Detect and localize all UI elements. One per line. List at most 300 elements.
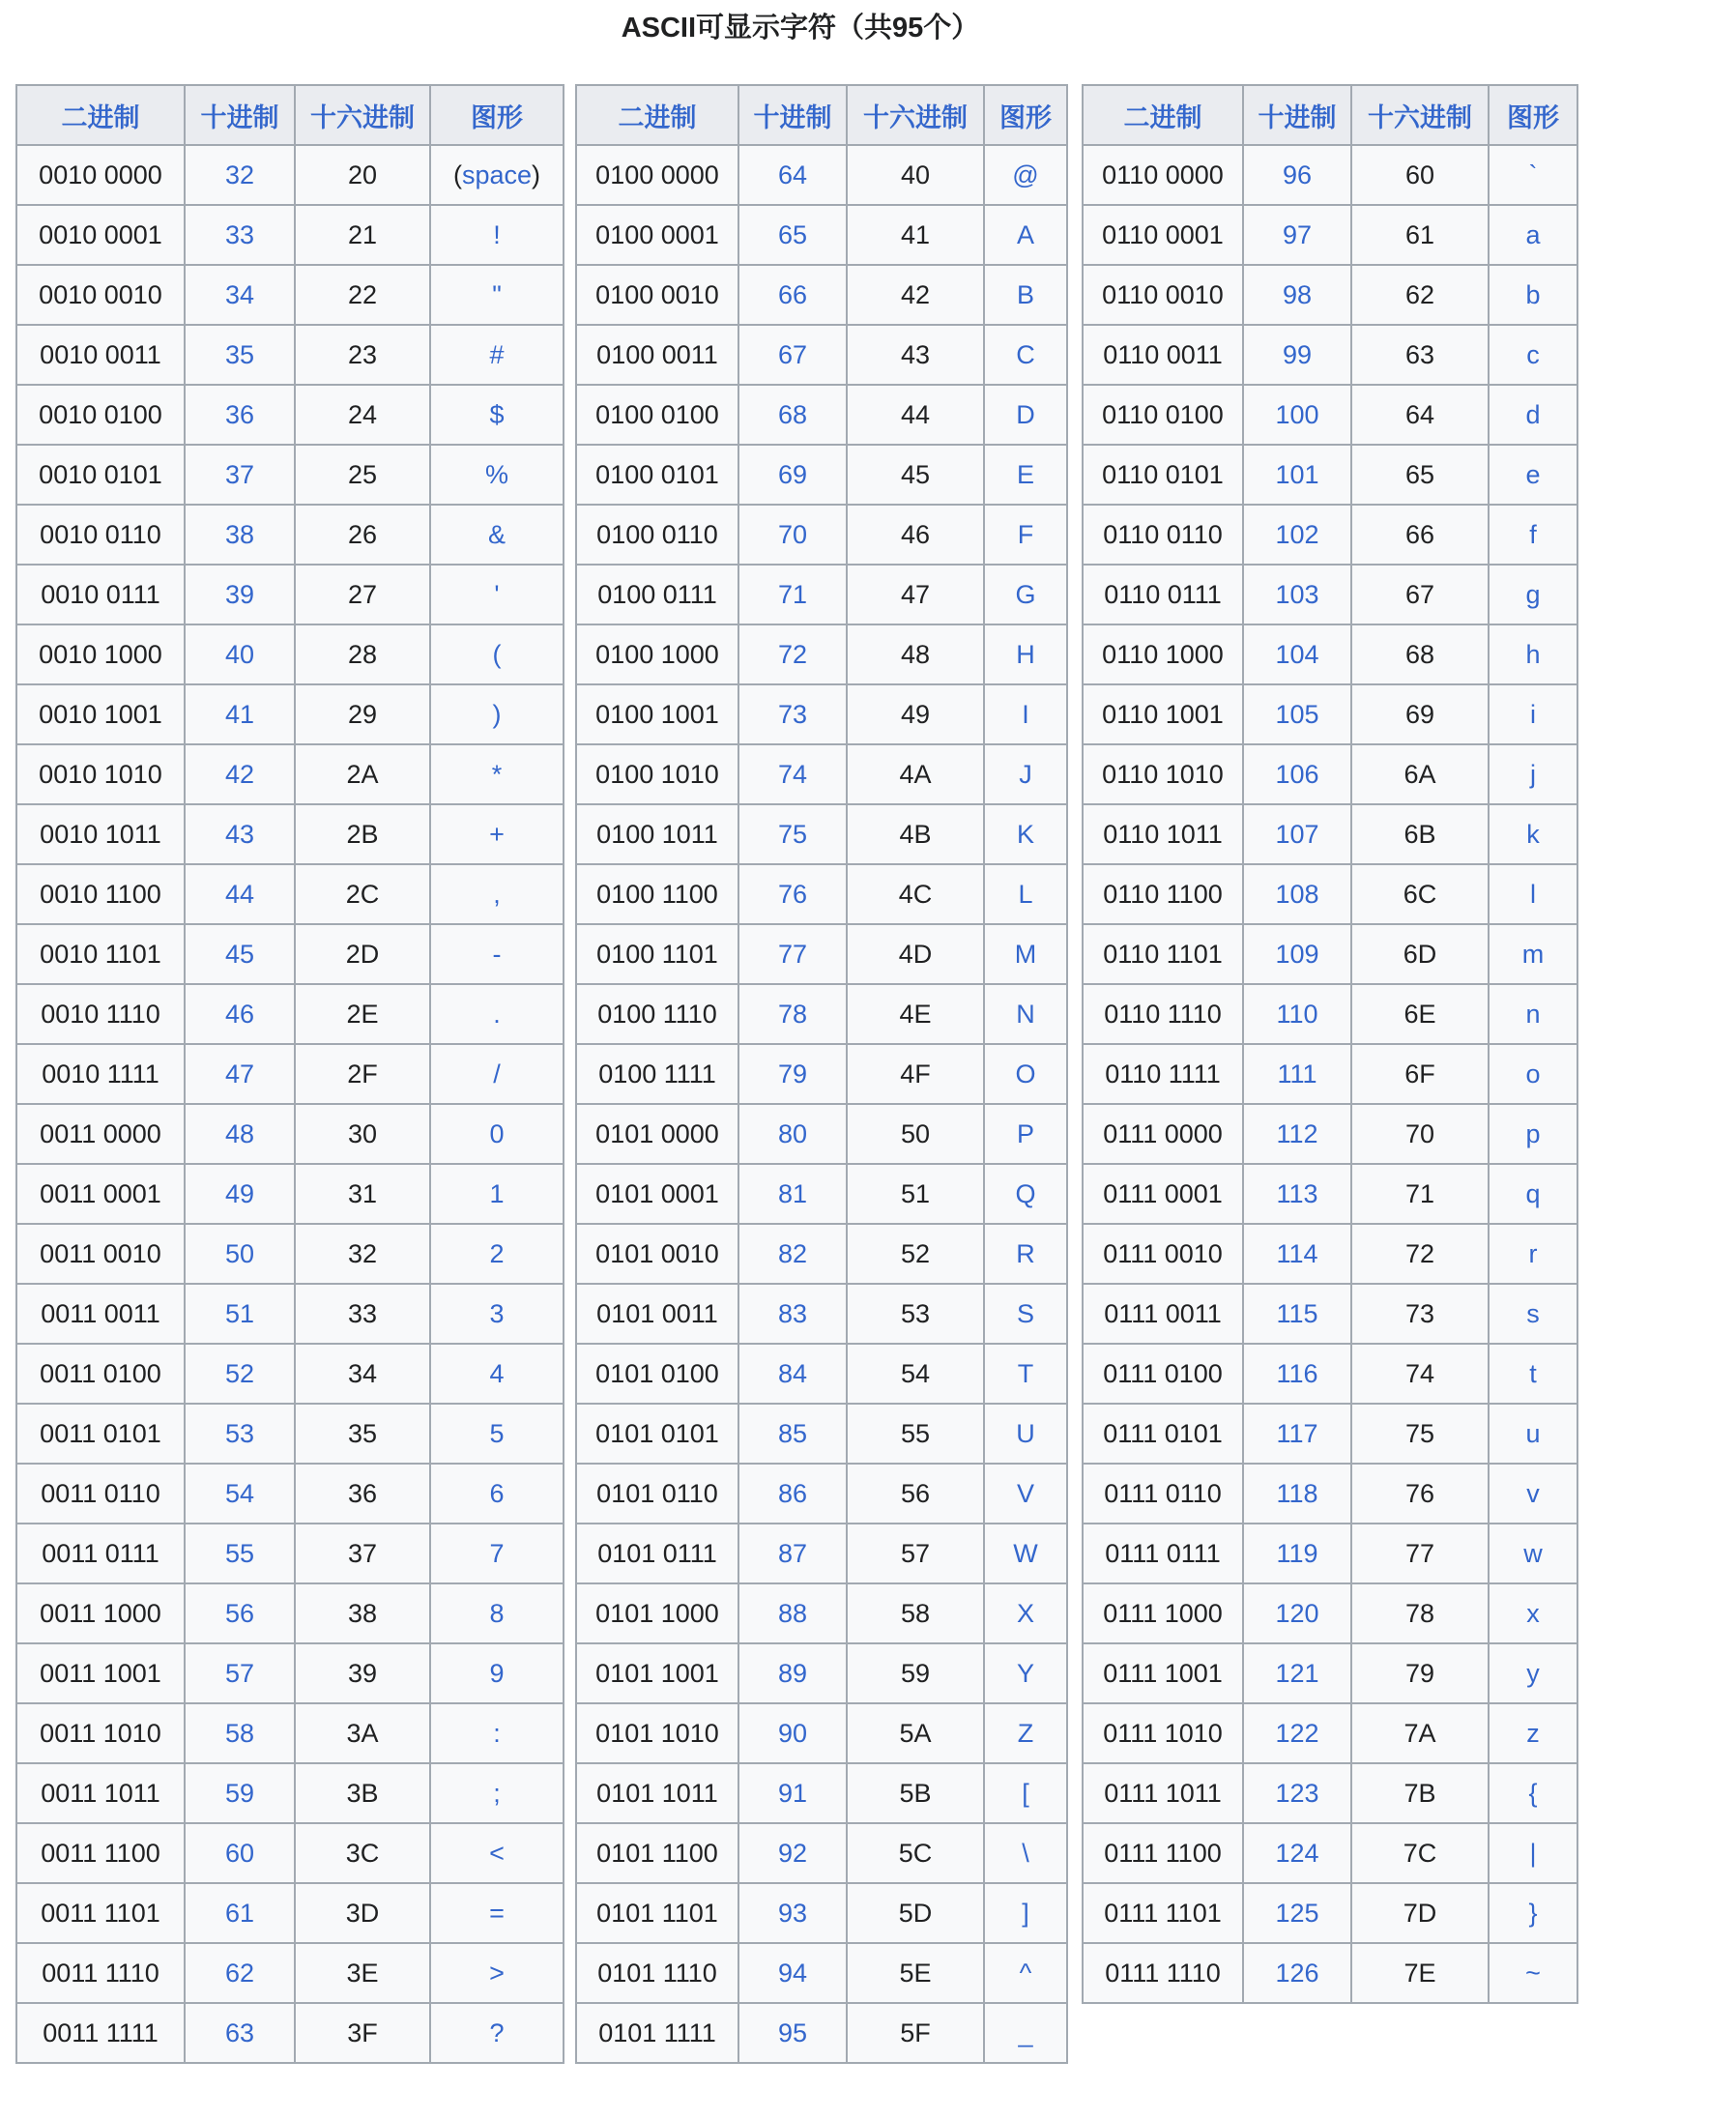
decimal-cell	[738, 984, 847, 1044]
char-link[interactable]: N	[1016, 999, 1035, 1029]
char-cell	[984, 1583, 1067, 1643]
char-link[interactable]: 8	[489, 1598, 505, 1628]
decimal-link[interactable]: 42	[224, 759, 255, 789]
hex-cell: 67	[1351, 565, 1489, 624]
char-link[interactable]: V	[1016, 1478, 1034, 1508]
decimal-link[interactable]: 118	[1276, 1478, 1318, 1508]
char-link[interactable]: f	[1529, 519, 1537, 549]
ascii-row	[576, 924, 1067, 984]
binary-cell: 0110 1110	[1083, 984, 1243, 1044]
char-link[interactable]: 7	[489, 1538, 505, 1568]
hex-cell: 3D	[295, 1883, 430, 1943]
decimal-link[interactable]: 78	[777, 999, 808, 1029]
char-link[interactable]: F	[1017, 519, 1034, 549]
char-link[interactable]: M	[1014, 939, 1037, 969]
decimal-link[interactable]: 86	[777, 1478, 808, 1508]
char-cell	[1489, 205, 1577, 265]
char-link[interactable]: ~	[1525, 1958, 1541, 1988]
decimal-link[interactable]: 76	[777, 879, 808, 909]
ascii-row	[1083, 1284, 1577, 1344]
char-link[interactable]: a	[1525, 219, 1541, 249]
char-cell	[984, 1464, 1067, 1524]
hex-cell: 3E	[295, 1943, 430, 2003]
decimal-link[interactable]: 109	[1275, 939, 1319, 969]
decimal-link[interactable]: 112	[1276, 1118, 1318, 1148]
decimal-link[interactable]: 124	[1275, 1838, 1319, 1868]
decimal-link[interactable]: 56	[224, 1598, 255, 1628]
char-link[interactable]: ,	[493, 879, 501, 909]
char-link[interactable]: g	[1525, 579, 1541, 609]
char-link[interactable]: Y	[1016, 1658, 1034, 1688]
ascii-row	[1083, 1943, 1577, 2003]
char-link[interactable]: k	[1526, 819, 1540, 849]
char-link[interactable]: -	[492, 939, 502, 969]
decimal-link[interactable]: 91	[777, 1778, 808, 1808]
header-row	[16, 85, 564, 145]
decimal-link[interactable]: 93	[777, 1898, 808, 1928]
decimal-link[interactable]: 38	[224, 519, 255, 549]
decimal-link[interactable]: 32	[224, 160, 255, 189]
decimal-link[interactable]: 68	[777, 399, 808, 429]
decimal-link[interactable]: 63	[224, 2017, 255, 2047]
char-link[interactable]: d	[1525, 399, 1541, 429]
decimal-link[interactable]: 61	[224, 1898, 255, 1928]
char-link[interactable]: ^	[1019, 1958, 1032, 1988]
decimal-link[interactable]: 82	[777, 1238, 808, 1268]
decimal-link[interactable]: 119	[1276, 1538, 1318, 1568]
decimal-link[interactable]: 71	[777, 579, 808, 609]
decimal-link[interactable]: 96	[1282, 160, 1313, 189]
decimal-cell	[185, 145, 295, 205]
decimal-link[interactable]: 115	[1276, 1298, 1318, 1328]
char-link[interactable]: A	[1016, 219, 1034, 249]
decimal-link[interactable]: 117	[1276, 1418, 1318, 1448]
char-link[interactable]: %	[484, 459, 508, 489]
ascii-row	[576, 1404, 1067, 1464]
char-link[interactable]: _	[1018, 2017, 1033, 2047]
char-link[interactable]: O	[1015, 1059, 1036, 1089]
decimal-link[interactable]: 41	[224, 699, 255, 729]
char-link[interactable]: $	[489, 399, 505, 429]
char-cell	[1489, 445, 1577, 505]
char-link[interactable]: :	[493, 1718, 501, 1748]
decimal-link[interactable]: 106	[1275, 759, 1319, 789]
decimal-link[interactable]: 59	[224, 1778, 255, 1808]
binary-cell: 0101 0010	[576, 1224, 738, 1284]
decimal-link[interactable]: 60	[224, 1838, 255, 1868]
ascii-row	[1083, 1583, 1577, 1643]
hex-cell: 59	[847, 1643, 984, 1703]
decimal-cell	[185, 2003, 295, 2063]
decimal-link[interactable]: 34	[224, 279, 255, 309]
char-link[interactable]: J	[1019, 759, 1032, 789]
char-link[interactable]: B	[1016, 279, 1034, 309]
decimal-link[interactable]: 70	[777, 519, 808, 549]
char-cell	[984, 265, 1067, 325]
char-link[interactable]: >	[489, 1958, 505, 1988]
char-link[interactable]: ]	[1022, 1898, 1029, 1928]
decimal-cell	[738, 1524, 847, 1583]
header-link-glyph[interactable]: 图形	[471, 102, 523, 132]
char-link[interactable]: u	[1525, 1418, 1541, 1448]
header-link-glyph[interactable]: 图形	[999, 102, 1052, 132]
hex-cell: 54	[847, 1344, 984, 1404]
char-link[interactable]: !	[493, 219, 501, 249]
char-link[interactable]: x	[1526, 1598, 1540, 1628]
ascii-row	[576, 1164, 1067, 1224]
header-link-hex[interactable]: 十六进制	[863, 102, 968, 132]
char-link[interactable]: E	[1016, 459, 1034, 489]
char-link[interactable]: b	[1525, 279, 1541, 309]
decimal-link[interactable]: 39	[224, 579, 255, 609]
binary-cell: 0111 1010	[1083, 1703, 1243, 1763]
char-link[interactable]: &	[487, 519, 506, 549]
char-link[interactable]: w	[1523, 1538, 1543, 1568]
char-link[interactable]: l	[1530, 879, 1536, 909]
char-link[interactable]: [	[1022, 1778, 1029, 1808]
header-link-decimal[interactable]: 十进制	[200, 102, 279, 132]
decimal-cell	[1243, 1883, 1351, 1943]
char-link[interactable]: c	[1526, 339, 1540, 369]
char-link[interactable]: space	[461, 160, 533, 189]
ascii-row	[16, 1703, 564, 1763]
char-link[interactable]: v	[1526, 1478, 1540, 1508]
binary-cell: 0010 1001	[16, 684, 185, 744]
char-link[interactable]: Q	[1015, 1178, 1036, 1208]
hex-cell: 55	[847, 1404, 984, 1464]
decimal-link[interactable]: 53	[224, 1418, 255, 1448]
hex-cell: 2B	[295, 804, 430, 864]
hex-cell: 44	[847, 385, 984, 445]
decimal-link[interactable]: 126	[1275, 1958, 1319, 1988]
char-cell	[430, 1404, 564, 1464]
char-link[interactable]: L	[1018, 879, 1033, 909]
char-link[interactable]: 1	[489, 1178, 505, 1208]
hex-cell: 75	[1351, 1404, 1489, 1464]
char-link[interactable]: }	[1528, 1898, 1538, 1928]
decimal-link[interactable]: 88	[777, 1598, 808, 1628]
header-link-binary[interactable]: 二进制	[1123, 102, 1202, 132]
decimal-link[interactable]: 80	[777, 1118, 808, 1148]
decimal-link[interactable]: 73	[777, 699, 808, 729]
decimal-cell	[185, 445, 295, 505]
decimal-link[interactable]: 51	[224, 1298, 255, 1328]
char-link[interactable]: #	[489, 339, 505, 369]
decimal-link[interactable]: 72	[777, 639, 808, 669]
ascii-row	[576, 1344, 1067, 1404]
ascii-row	[576, 1823, 1067, 1883]
binary-cell: 0101 1010	[576, 1703, 738, 1763]
ascii-row	[16, 505, 564, 565]
decimal-link[interactable]: 52	[224, 1358, 255, 1388]
char-link[interactable]: K	[1016, 819, 1034, 849]
decimal-link[interactable]: 104	[1275, 639, 1319, 669]
decimal-link[interactable]: 79	[777, 1059, 808, 1089]
char-link[interactable]: (	[492, 639, 502, 669]
char-cell	[1489, 1943, 1577, 2003]
decimal-link[interactable]: 122	[1275, 1718, 1319, 1748]
binary-cell: 0110 1011	[1083, 804, 1243, 864]
char-link[interactable]: m	[1521, 939, 1545, 969]
decimal-link[interactable]: 110	[1276, 999, 1318, 1029]
ascii-row	[1083, 1763, 1577, 1823]
column-header-decimal	[1243, 85, 1351, 145]
char-link[interactable]: h	[1525, 639, 1541, 669]
decimal-link[interactable]: 44	[224, 879, 255, 909]
char-link[interactable]: n	[1525, 999, 1541, 1029]
char-link[interactable]: 3	[489, 1298, 505, 1328]
hex-cell: 76	[1351, 1464, 1489, 1524]
decimal-link[interactable]: 36	[224, 399, 255, 429]
decimal-link[interactable]: 37	[224, 459, 255, 489]
char-link[interactable]: H	[1016, 639, 1035, 669]
char-link[interactable]: 9	[489, 1658, 505, 1688]
decimal-link[interactable]: 87	[777, 1538, 808, 1568]
char-link[interactable]: *	[491, 759, 503, 789]
decimal-link[interactable]: 111	[1277, 1059, 1317, 1089]
char-link[interactable]: X	[1016, 1598, 1034, 1628]
char-link[interactable]: 0	[489, 1118, 505, 1148]
char-link[interactable]: T	[1017, 1358, 1034, 1388]
char-link[interactable]: <	[489, 1838, 505, 1868]
char-cell	[984, 1104, 1067, 1164]
decimal-link[interactable]: 97	[1282, 219, 1313, 249]
decimal-link[interactable]: 58	[224, 1718, 255, 1748]
header-link-decimal[interactable]: 十进制	[1258, 102, 1337, 132]
decimal-cell	[1243, 1763, 1351, 1823]
hex-cell: 2C	[295, 864, 430, 924]
decimal-link[interactable]: 48	[224, 1118, 255, 1148]
decimal-link[interactable]: 47	[224, 1059, 255, 1089]
decimal-cell	[738, 1164, 847, 1224]
binary-cell: 0111 0001	[1083, 1164, 1243, 1224]
hex-cell: 45	[847, 445, 984, 505]
hex-cell: 66	[1351, 505, 1489, 565]
decimal-link[interactable]: 89	[777, 1658, 808, 1688]
char-cell	[430, 984, 564, 1044]
binary-cell: 0101 1000	[576, 1583, 738, 1643]
decimal-link[interactable]: 40	[224, 639, 255, 669]
ascii-row	[16, 1464, 564, 1524]
header-link-binary[interactable]: 二进制	[618, 102, 697, 132]
hex-cell: 51	[847, 1164, 984, 1224]
decimal-link[interactable]: 121	[1275, 1658, 1319, 1688]
char-link[interactable]: s	[1526, 1298, 1540, 1328]
header-link-binary[interactable]: 二进制	[61, 102, 140, 132]
header-link-hex[interactable]: 十六进制	[1368, 102, 1472, 132]
char-link[interactable]: "	[492, 279, 502, 309]
decimal-link[interactable]: 98	[1282, 279, 1313, 309]
char-link[interactable]: G	[1015, 579, 1036, 609]
char-link[interactable]: Z	[1017, 1718, 1034, 1748]
char-cell	[430, 1583, 564, 1643]
char-link[interactable]: U	[1016, 1418, 1035, 1448]
char-link[interactable]: .	[493, 999, 501, 1029]
header-link-decimal[interactable]: 十进制	[753, 102, 832, 132]
decimal-link[interactable]: 75	[777, 819, 808, 849]
decimal-cell	[1243, 1643, 1351, 1703]
decimal-cell	[1243, 1404, 1351, 1464]
char-link[interactable]: z	[1526, 1718, 1540, 1748]
char-cell	[430, 145, 564, 205]
decimal-link[interactable]: 65	[777, 219, 808, 249]
char-cell	[1489, 1164, 1577, 1224]
char-link[interactable]: {	[1528, 1778, 1538, 1808]
char-link[interactable]: +	[489, 819, 505, 849]
decimal-link[interactable]: 94	[777, 1958, 808, 1988]
char-cell	[1489, 1104, 1577, 1164]
char-link[interactable]: 4	[489, 1358, 505, 1388]
decimal-link[interactable]: 125	[1275, 1898, 1319, 1928]
char-link[interactable]: I	[1022, 699, 1029, 729]
char-link[interactable]: D	[1016, 399, 1035, 429]
char-link[interactable]: P	[1016, 1118, 1034, 1148]
char-cell	[984, 1703, 1067, 1763]
header-link-glyph[interactable]: 图形	[1507, 102, 1559, 132]
char-link[interactable]: R	[1016, 1238, 1035, 1268]
header-link-hex[interactable]: 十六进制	[310, 102, 415, 132]
hex-cell: 41	[847, 205, 984, 265]
decimal-cell	[738, 1583, 847, 1643]
decimal-link[interactable]: 85	[777, 1418, 808, 1448]
hex-cell: 39	[295, 1643, 430, 1703]
char-link[interactable]: 2	[489, 1238, 505, 1268]
char-link[interactable]: t	[1529, 1358, 1537, 1388]
hex-cell: 61	[1351, 205, 1489, 265]
char-link[interactable]: 5	[489, 1418, 505, 1448]
decimal-cell	[185, 1104, 295, 1164]
decimal-link[interactable]: 62	[224, 1958, 255, 1988]
binary-cell: 0110 1010	[1083, 744, 1243, 804]
char-link[interactable]: ?	[489, 2017, 505, 2047]
decimal-link[interactable]: 46	[224, 999, 255, 1029]
ascii-row	[16, 804, 564, 864]
decimal-link[interactable]: 101	[1275, 459, 1319, 489]
char-link[interactable]: =	[489, 1898, 505, 1928]
char-link[interactable]: |	[1529, 1838, 1537, 1868]
char-link[interactable]: ;	[493, 1778, 501, 1808]
decimal-link[interactable]: 108	[1275, 879, 1319, 909]
char-cell	[1489, 1044, 1577, 1104]
decimal-link[interactable]: 116	[1276, 1358, 1318, 1388]
binary-cell: 0101 1011	[576, 1763, 738, 1823]
decimal-link[interactable]: 35	[224, 339, 255, 369]
binary-cell: 0101 0100	[576, 1344, 738, 1404]
decimal-link[interactable]: 123	[1275, 1778, 1319, 1808]
decimal-link[interactable]: 50	[224, 1238, 255, 1268]
hex-cell: 37	[295, 1524, 430, 1583]
column-header-binary	[576, 85, 738, 145]
char-cell	[984, 1164, 1067, 1224]
decimal-link[interactable]: 113	[1276, 1178, 1318, 1208]
decimal-cell	[738, 1823, 847, 1883]
char-link[interactable]: j	[1530, 759, 1536, 789]
decimal-cell	[1243, 145, 1351, 205]
decimal-link[interactable]: 57	[224, 1658, 255, 1688]
char-cell	[1489, 265, 1577, 325]
hex-cell: 5A	[847, 1703, 984, 1763]
decimal-link[interactable]: 49	[224, 1178, 255, 1208]
decimal-link[interactable]: 100	[1275, 399, 1319, 429]
decimal-link[interactable]: 77	[777, 939, 808, 969]
decimal-link[interactable]: 83	[777, 1298, 808, 1328]
decimal-cell	[1243, 265, 1351, 325]
decimal-link[interactable]: 45	[224, 939, 255, 969]
char-link[interactable]: i	[1530, 699, 1536, 729]
decimal-link[interactable]: 66	[777, 279, 808, 309]
hex-cell: 46	[847, 505, 984, 565]
binary-cell: 0010 0010	[16, 265, 185, 325]
ascii-row	[1083, 1044, 1577, 1104]
decimal-cell	[185, 744, 295, 804]
char-link[interactable]: r	[1528, 1238, 1538, 1268]
decimal-link[interactable]: 99	[1282, 339, 1313, 369]
hex-cell: 30	[295, 1104, 430, 1164]
decimal-link[interactable]: 107	[1275, 819, 1319, 849]
char-link[interactable]: W	[1013, 1538, 1038, 1568]
hex-cell: 50	[847, 1104, 984, 1164]
decimal-link[interactable]: 43	[224, 819, 255, 849]
decimal-cell	[1243, 1224, 1351, 1284]
decimal-link[interactable]: 114	[1276, 1238, 1318, 1268]
decimal-cell	[185, 1823, 295, 1883]
decimal-link[interactable]: 84	[777, 1358, 808, 1388]
char-link[interactable]: S	[1016, 1298, 1034, 1328]
decimal-link[interactable]: 55	[224, 1538, 255, 1568]
decimal-link[interactable]: 69	[777, 459, 808, 489]
decimal-link[interactable]: 90	[777, 1718, 808, 1748]
char-link[interactable]: 6	[489, 1478, 505, 1508]
ascii-table-32-63	[15, 84, 564, 2064]
decimal-link[interactable]: 67	[777, 339, 808, 369]
ascii-row	[576, 1104, 1067, 1164]
hex-cell: 3A	[295, 1703, 430, 1763]
ascii-row	[1083, 684, 1577, 744]
decimal-cell	[738, 1224, 847, 1284]
decimal-link[interactable]: 103	[1275, 579, 1319, 609]
decimal-link[interactable]: 95	[777, 2017, 808, 2047]
binary-cell: 0101 1001	[576, 1643, 738, 1703]
char-link[interactable]: y	[1526, 1658, 1540, 1688]
hex-cell: 65	[1351, 445, 1489, 505]
decimal-link[interactable]: 64	[777, 160, 808, 189]
char-link[interactable]: @	[1012, 160, 1039, 189]
char-link[interactable]: )	[492, 699, 502, 729]
decimal-link[interactable]: 81	[777, 1178, 808, 1208]
char-link[interactable]: \	[1022, 1838, 1029, 1868]
char-link[interactable]: `	[1528, 160, 1538, 189]
char-link[interactable]: q	[1525, 1178, 1541, 1208]
binary-cell: 0111 1101	[1083, 1883, 1243, 1943]
char-cell	[430, 804, 564, 864]
char-link[interactable]: '	[494, 579, 500, 609]
decimal-link[interactable]: 54	[224, 1478, 255, 1508]
binary-cell: 0100 0011	[576, 325, 738, 385]
char-link[interactable]: /	[493, 1059, 501, 1089]
char-link[interactable]: p	[1525, 1118, 1541, 1148]
decimal-link[interactable]: 33	[224, 219, 255, 249]
decimal-link[interactable]: 105	[1275, 699, 1319, 729]
decimal-link[interactable]: 74	[777, 759, 808, 789]
decimal-link[interactable]: 102	[1275, 519, 1319, 549]
decimal-link[interactable]: 92	[777, 1838, 808, 1868]
char-link[interactable]: o	[1525, 1059, 1541, 1089]
decimal-link[interactable]: 120	[1275, 1598, 1319, 1628]
char-link[interactable]: C	[1016, 339, 1035, 369]
char-link[interactable]: e	[1525, 459, 1541, 489]
hex-cell: 68	[1351, 624, 1489, 684]
decimal-cell	[1243, 684, 1351, 744]
